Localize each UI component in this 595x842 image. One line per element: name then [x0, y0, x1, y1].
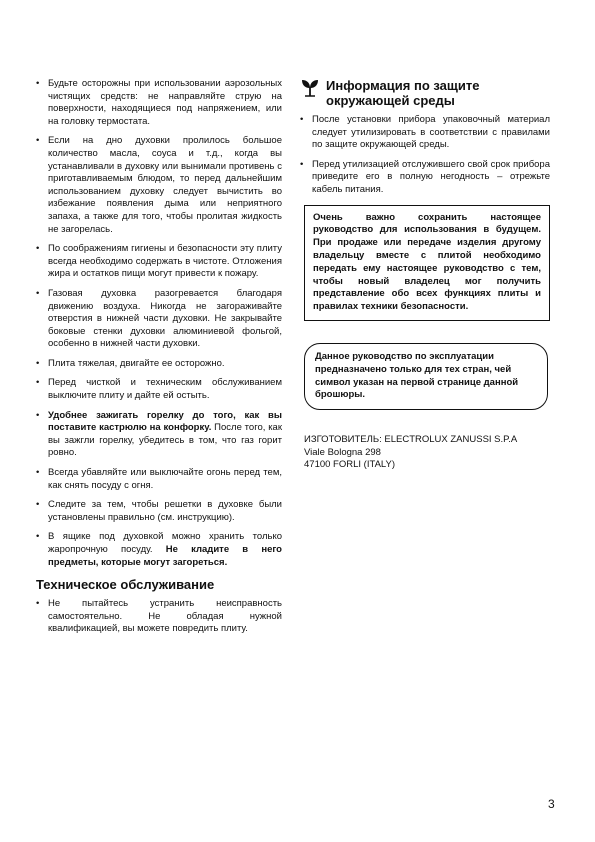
item-bold-text: Удобнее зажигать горелку до того, как вы поставите кастрюлю на конфорку.	[48, 409, 282, 434]
list-item	[36, 243, 282, 281]
item-bold-text: Не кладите в него предметы, которые могут загореться.	[48, 544, 282, 568]
list-item	[36, 499, 282, 524]
list-item	[36, 358, 282, 371]
manufacturer-line: ИЗГОТОВИТЕЛЬ: ELECTROLUX ZANUSSI S.P.A	[304, 434, 518, 446]
item-text: Не пытайтесь устранить неисправность самостоятельно. Не обладая нужной квалификацией, вы можете повредить плиту.	[48, 598, 282, 635]
eco-heading-block	[300, 78, 550, 108]
item-text: По соображениям гигиены и безопасности эту плиту всегда необходимо содержать в чистоте. Отложения жира и остатков пищи могут привести к пожару.	[48, 243, 282, 280]
keep-manual-notice: Очень важно сохранить настоящее руководство для использования в будущем. При продаже или передаче изделия другому владельцу вместе с плитой необходимо передать ему настоящее руководство с тем, чтобы новый владелец мог получить представление обо всех функциях плиты и правилах техники безопасности.	[304, 205, 550, 321]
list-item	[36, 410, 282, 460]
maintenance-heading: Техническое обслуживание	[36, 577, 215, 593]
item-text: Газовая духовка разогревается благодаря движению воздуха. Никогда не загораживайте отверстия в нижней части духовки. Не закрывайте боковые стенки духовки алюминиевой фольгой, особенно в нижней части духовки.	[48, 287, 282, 350]
item-text: В ящике под духовкой можно хранить только жаропрочную посуду.	[48, 531, 282, 555]
item-text: Плита тяжелая, двигайте ее осторожно.	[48, 357, 225, 369]
item-text: Будьте осторожны при использовании аэрозольных чистящих средств: не направляйте струю на поверхности, находящиеся под напряжением, или на головку термостата.	[48, 78, 282, 127]
item-text: Всегда убавляйте или выключайте огонь перед тем, как снять посуду с огня.	[48, 467, 282, 491]
list-item	[36, 288, 282, 351]
country-notice: Данное руководство по эксплуатации предназначено только для тех стран, чей символ указан на первой странице данной брошюры.	[304, 343, 548, 410]
eco-heading: Информация по защите окружающей среды	[326, 78, 480, 108]
list-item	[36, 78, 282, 128]
right-column	[300, 78, 550, 472]
safety-list	[36, 78, 282, 569]
item-text: Перед чисткой и техническим обслуживанием выключите плиту и дайте ей остыть.	[48, 377, 282, 402]
list-item	[36, 377, 282, 402]
manufacturer-address: Viale Bologna 298	[304, 446, 381, 458]
item-text: После того, как вы зажгли горелку, убедитесь в том, что газ горит ровно.	[48, 422, 282, 459]
list-item	[36, 531, 282, 569]
maintenance-list	[36, 598, 282, 636]
eco-list	[300, 114, 550, 197]
page-number: 3	[548, 797, 555, 811]
manufacturer-info	[304, 434, 550, 472]
item-text: После установки прибора упаковочный материал следует утилизировать в соответствии с правилами по защите окружающей среды.	[312, 114, 550, 151]
list-item	[36, 598, 282, 636]
list-item	[300, 159, 550, 197]
left-column	[36, 78, 282, 643]
item-text: Следите за тем, чтобы решетки в духовке были установлены правильно (см. инструкцию).	[48, 499, 282, 523]
item-text: Если на дно духовки пролилось большое количество масла, соуса и т.д., когда вы устанавливали в духовку или вынимали противень с приготавливаемым блюдом, то перед дальнейшим использованием духовку следует вычистить во избежание появления дыма или неприятного запаха, а также для того, чтобы пролитая жидкость не загорелась.	[48, 135, 282, 235]
manufacturer-city: 47100 FORLI (ITALY)	[304, 459, 395, 471]
item-text: Перед утилизацией отслужившего свой срок прибора приведите его в полную негодность – отрежьте кабель питания.	[312, 158, 550, 195]
list-item	[36, 135, 282, 236]
plant-leaf-icon	[300, 78, 320, 98]
list-item	[36, 467, 282, 492]
list-item	[300, 114, 550, 152]
